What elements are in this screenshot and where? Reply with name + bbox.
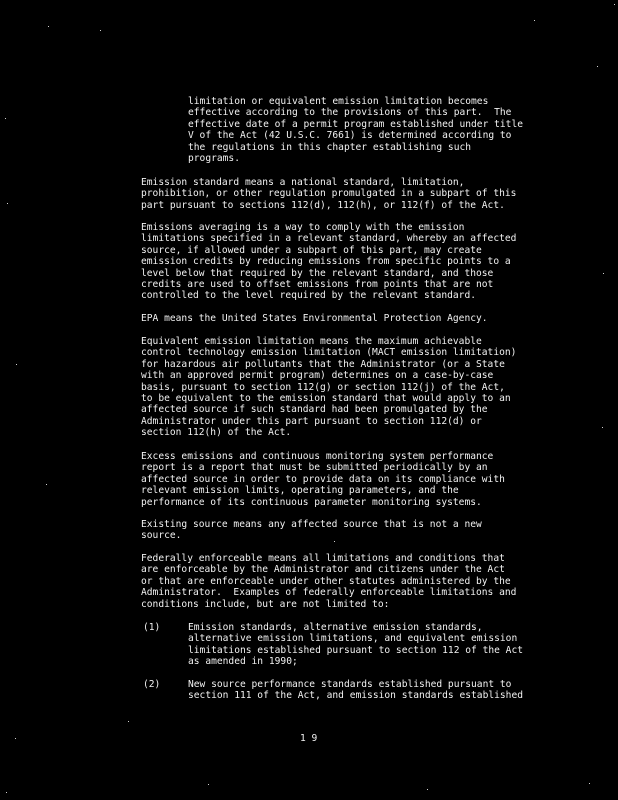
scan-noise-speck <box>16 364 17 365</box>
scan-noise-speck <box>46 484 47 485</box>
scan-noise-speck <box>5 118 6 119</box>
definition-equivalent-emission-limitation: Equivalent emission limitation means the maximum achievable control technology emission limitation (MACT emission limitation) for hazardous air pollutants that the Administrator (or a State with an approved permit program) determines on a case-by-case basis, pursuant to section 112(g) or section 112(j) of the Act, to be equivalent to the emission standard that would apply to an affected source if such standard had been promulgated by the Administrator under this part pursuant to section 112(d) or section 112(h) of the Act. <box>141 336 517 439</box>
scan-noise-speck <box>208 784 209 785</box>
scan-noise-speck <box>427 789 428 790</box>
scan-noise-speck <box>589 783 590 784</box>
scan-noise-speck <box>6 792 7 793</box>
definition-emissions-averaging: Emissions averaging is a way to comply with the emission limitations specified in a relevant standard, whereby an affected source, if allowed under a subpart of this part, may create emission credits by reducing emissions from specific points to a level below that required by the relevant standard, and those credits are used to offset emissions from points that are not controlled to the level required by the relevant standard. <box>141 222 517 302</box>
scan-noise-speck <box>597 66 598 67</box>
scan-noise-speck <box>603 273 604 274</box>
definition-federally-enforceable: Federally enforceable means all limitations and conditions that are enforceable by the Administrator and citizens under the Act or that are enforceable under other statutes administered by the Administrator. Examples of federally enforceable limitations and conditions include, but are not limited to: <box>141 553 517 610</box>
page-number: 1 9 <box>300 733 318 744</box>
definition-epa: EPA means the United States Environmental Protection Agency. <box>141 313 488 324</box>
scan-noise-speck <box>48 26 49 27</box>
scan-noise-speck <box>128 721 129 722</box>
scan-noise-speck <box>7 203 8 204</box>
list-item-text: Emission standards, alternative emission standards, alternative emission limitations, and equivalent emission limitations established pursuant to section 112 of the Act as amended in 1990; <box>188 622 524 668</box>
scan-noise-speck <box>614 4 615 5</box>
list-item-number: (2) <box>143 679 161 690</box>
scan-noise-speck <box>334 541 335 542</box>
definition-existing-source: Existing source means any affected source that is not a new source. <box>141 519 482 542</box>
scan-noise-speck <box>15 738 16 739</box>
scan-noise-speck <box>100 30 101 31</box>
definition-excess-emissions: Excess emissions and continuous monitoring system performance report is a report that must be submitted periodically by an affected source in order to provide data on its compliance with relevant emission limits, operating parameters, and the performance of its continuous parameter monitoring systems. <box>141 451 505 508</box>
list-item-text: New source performance standards established pursuant to section 111 of the Act, and emission standards established <box>188 679 524 702</box>
continuation-paragraph: limitation or equivalent emission limitation becomes effective according to the provisions of this part. The effective date of a permit program established under title V of the Act (42 U.S.C. 7661) is determined according to the regulations in this chapter establishing such programs. <box>188 96 524 165</box>
list-item-number: (1) <box>143 622 161 633</box>
scan-noise-speck <box>534 20 535 21</box>
definition-emission-standard: Emission standard means a national standard, limitation, prohibition, or other regulation promulgated in a subpart of this part pursuant to sections 112(d), 112(h), or 112(f) of the Act. <box>141 177 517 211</box>
scan-noise-speck <box>602 427 603 428</box>
